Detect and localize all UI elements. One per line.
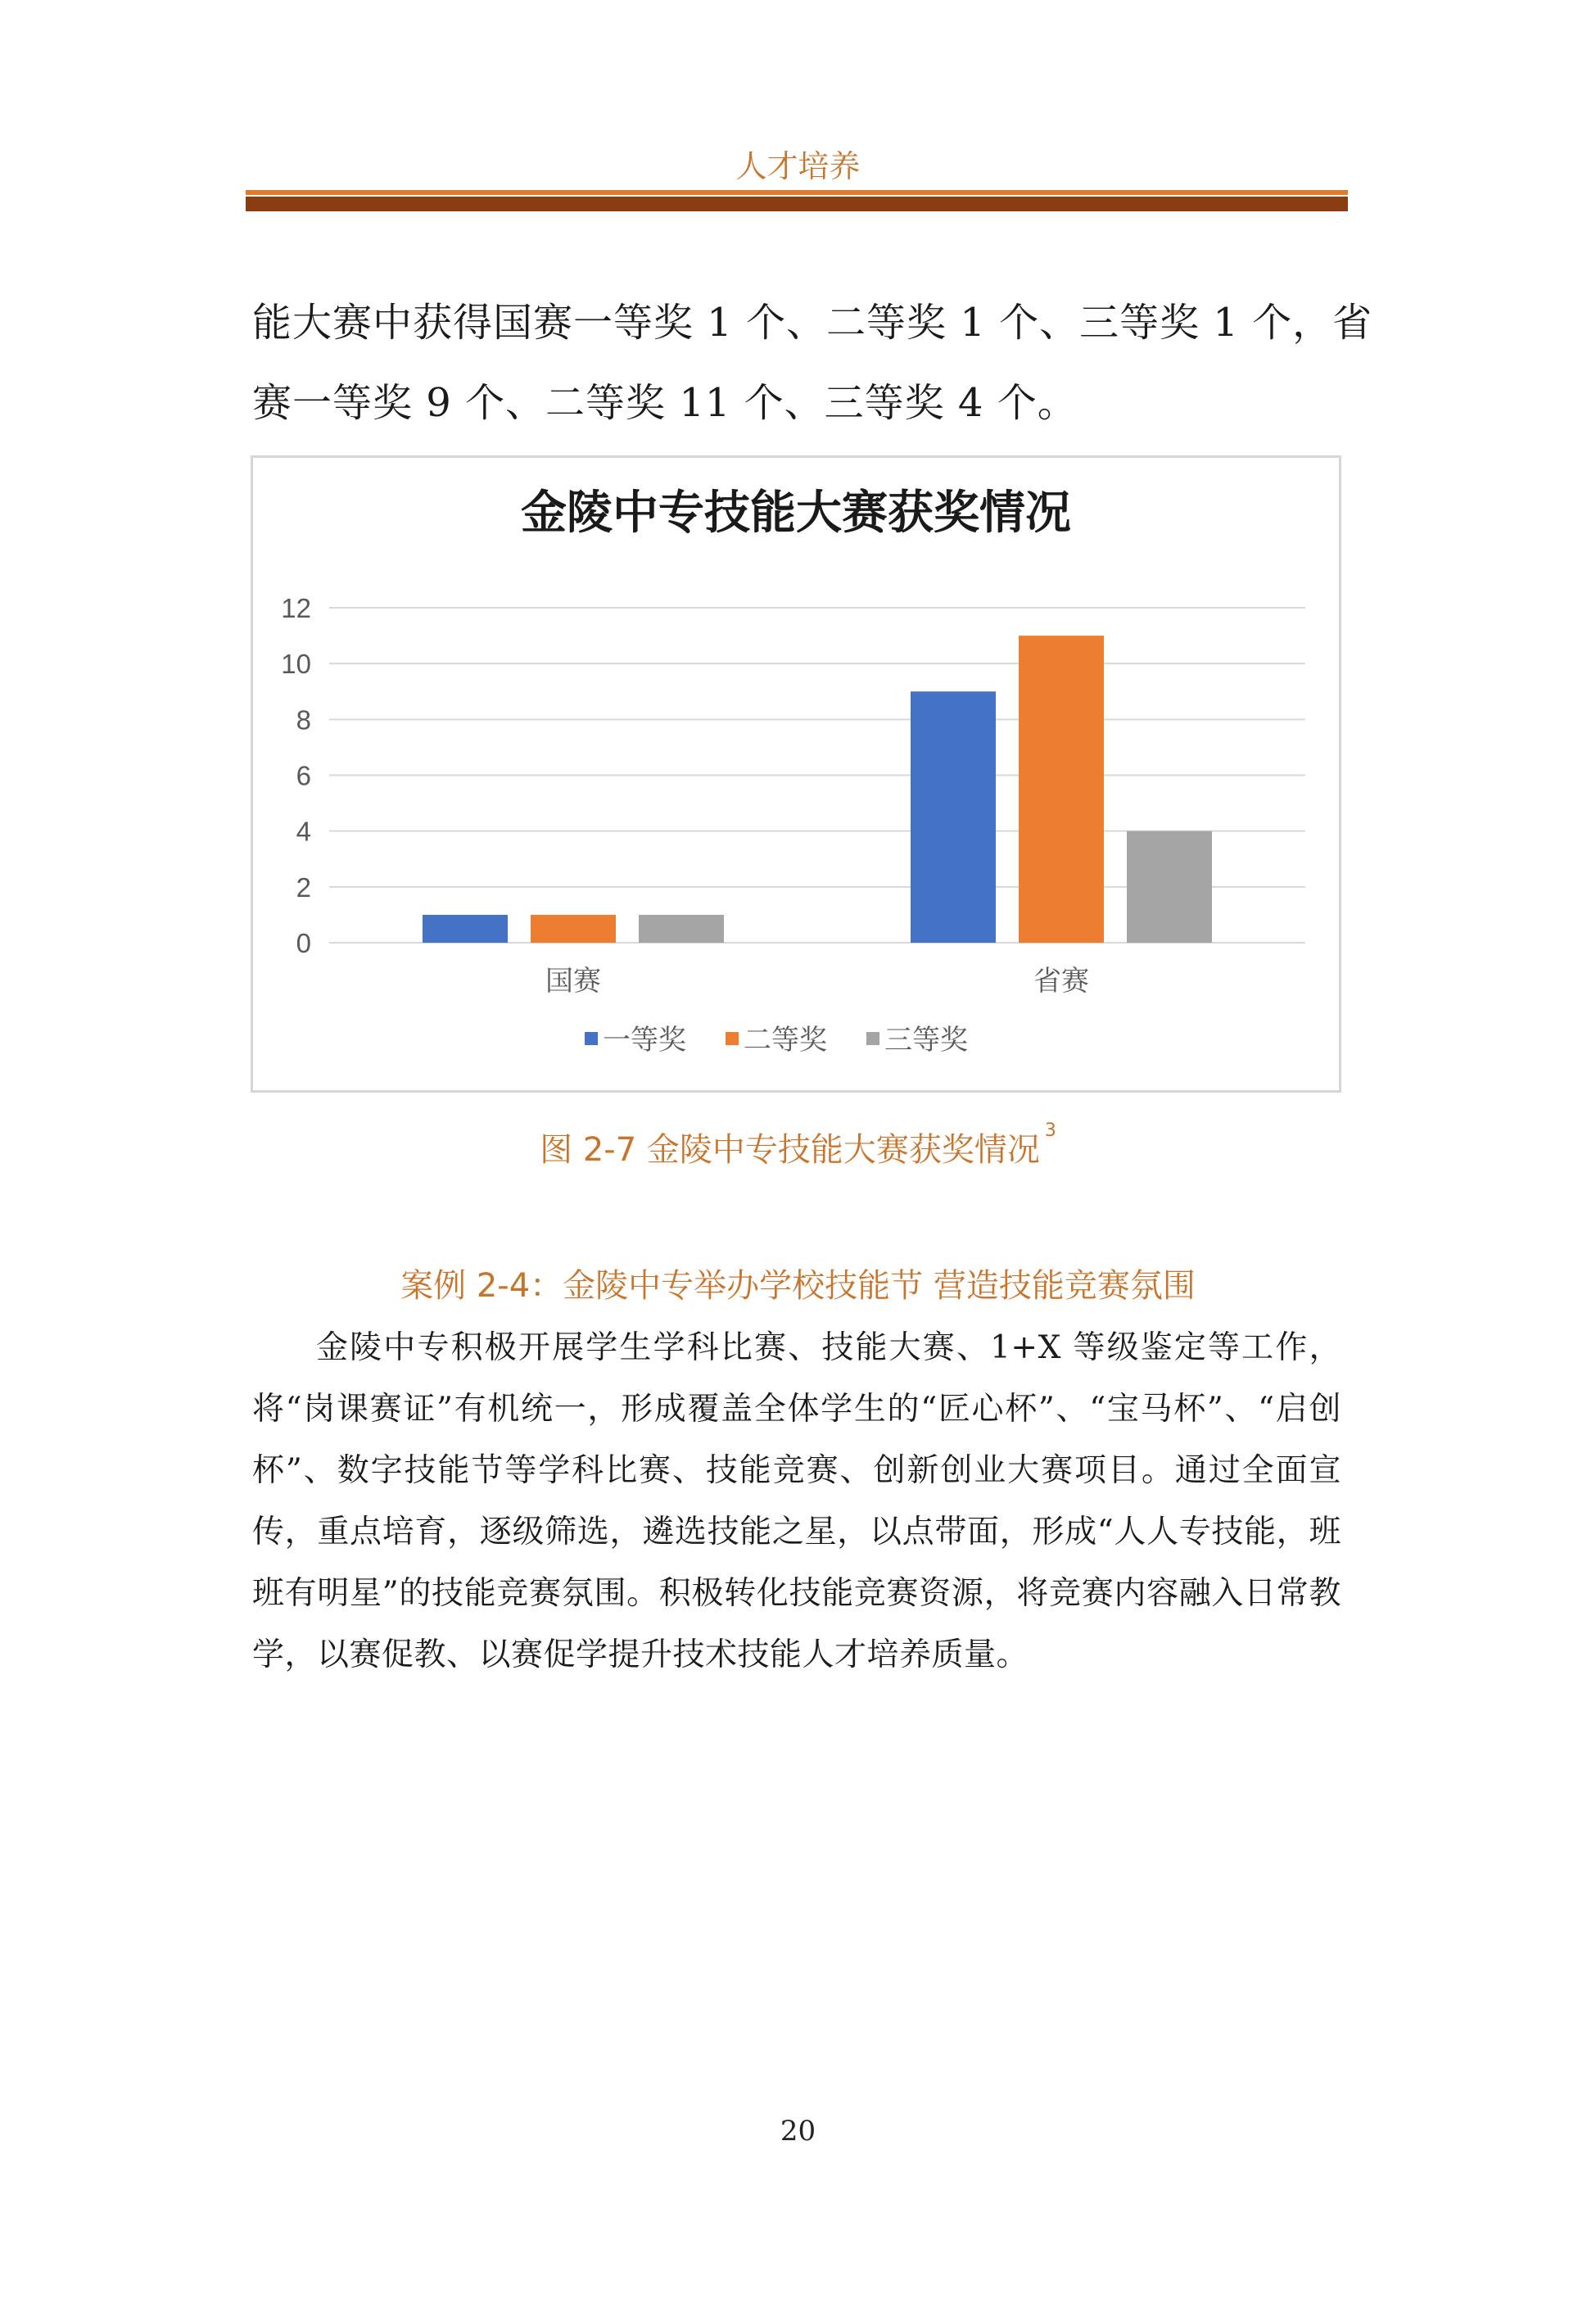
legend-swatch (726, 1032, 739, 1045)
y-tick-label: 6 (296, 760, 311, 791)
figure-caption-text: 图 2-7 金陵中专技能大赛获奖情况 (540, 1131, 1040, 1169)
chart-x-axis (545, 966, 1089, 997)
chart-title: 金陵中专技能大赛获奖情况 (521, 487, 1071, 538)
x-category-label: 国赛 (545, 966, 601, 997)
chart-container (251, 455, 1341, 1093)
award-bar-chart (253, 458, 1339, 1090)
header-divider-thick (246, 197, 1348, 211)
intro-paragraph (252, 283, 1373, 443)
figure-footnote-marker: 3 (1044, 1120, 1056, 1141)
case-body (252, 1317, 1341, 1686)
legend-label: 一等奖 (603, 1025, 686, 1056)
chart-y-axis (281, 593, 311, 958)
legend-label: 三等奖 (884, 1025, 968, 1056)
bar-0-2 (639, 915, 724, 943)
y-tick-label: 4 (296, 816, 311, 847)
bar-1-2 (1127, 831, 1212, 943)
y-tick-label: 2 (296, 871, 311, 903)
header-divider-thin (246, 190, 1348, 195)
intro-line-2: 赛一等奖 9 个、二等奖 11 个、三等奖 4 个。 (252, 380, 1078, 426)
intro-line-1: 能大赛中获得国赛一等奖 1 个、二等奖 1 个、三等奖 1 个，省 (252, 300, 1373, 346)
case-title: 案例 2-4：金陵中专举办学校技能节 营造技能竞赛氛围 (400, 1267, 1196, 1305)
legend-swatch (585, 1032, 598, 1045)
y-tick-label: 12 (281, 593, 311, 623)
x-category-label: 省赛 (1033, 966, 1089, 997)
bar-0-0 (423, 915, 508, 943)
bar-1-1 (1019, 636, 1104, 943)
page-number: 20 (780, 2115, 816, 2148)
chart-legend (585, 1025, 968, 1056)
y-tick-label: 8 (296, 704, 311, 736)
y-tick-label: 0 (296, 928, 311, 958)
page-header-title: 人才培养 (735, 148, 861, 184)
y-tick-label: 10 (281, 649, 311, 680)
legend-swatch (866, 1032, 879, 1045)
legend-label: 二等奖 (744, 1025, 827, 1056)
bar-0-1 (531, 915, 616, 943)
chart-bars (423, 636, 1212, 943)
bar-1-0 (911, 691, 996, 943)
figure-caption (0, 1120, 1596, 1170)
case-body-paragraph: 金陵中专积极开展学生学科比赛、技能大赛、1+X 等级鉴定等工作，将“岗课赛证”有机统一，形成覆盖全体学生的“匠心杯”、“宝马杯”、“启创杯”、数字技能节等学科比赛、技能竞赛、创新创业大赛项目。通过全面宣传，重点培育，逐级筛选，遴选技能之星，以点带面，形成“人人专技能，班班有明星”的技能竞赛氛围。积极转化技能竞赛资源，将竞赛内容融入日常教学，以赛促教、以赛促学提升技术技能人才培养质量。 (252, 1329, 1341, 1673)
